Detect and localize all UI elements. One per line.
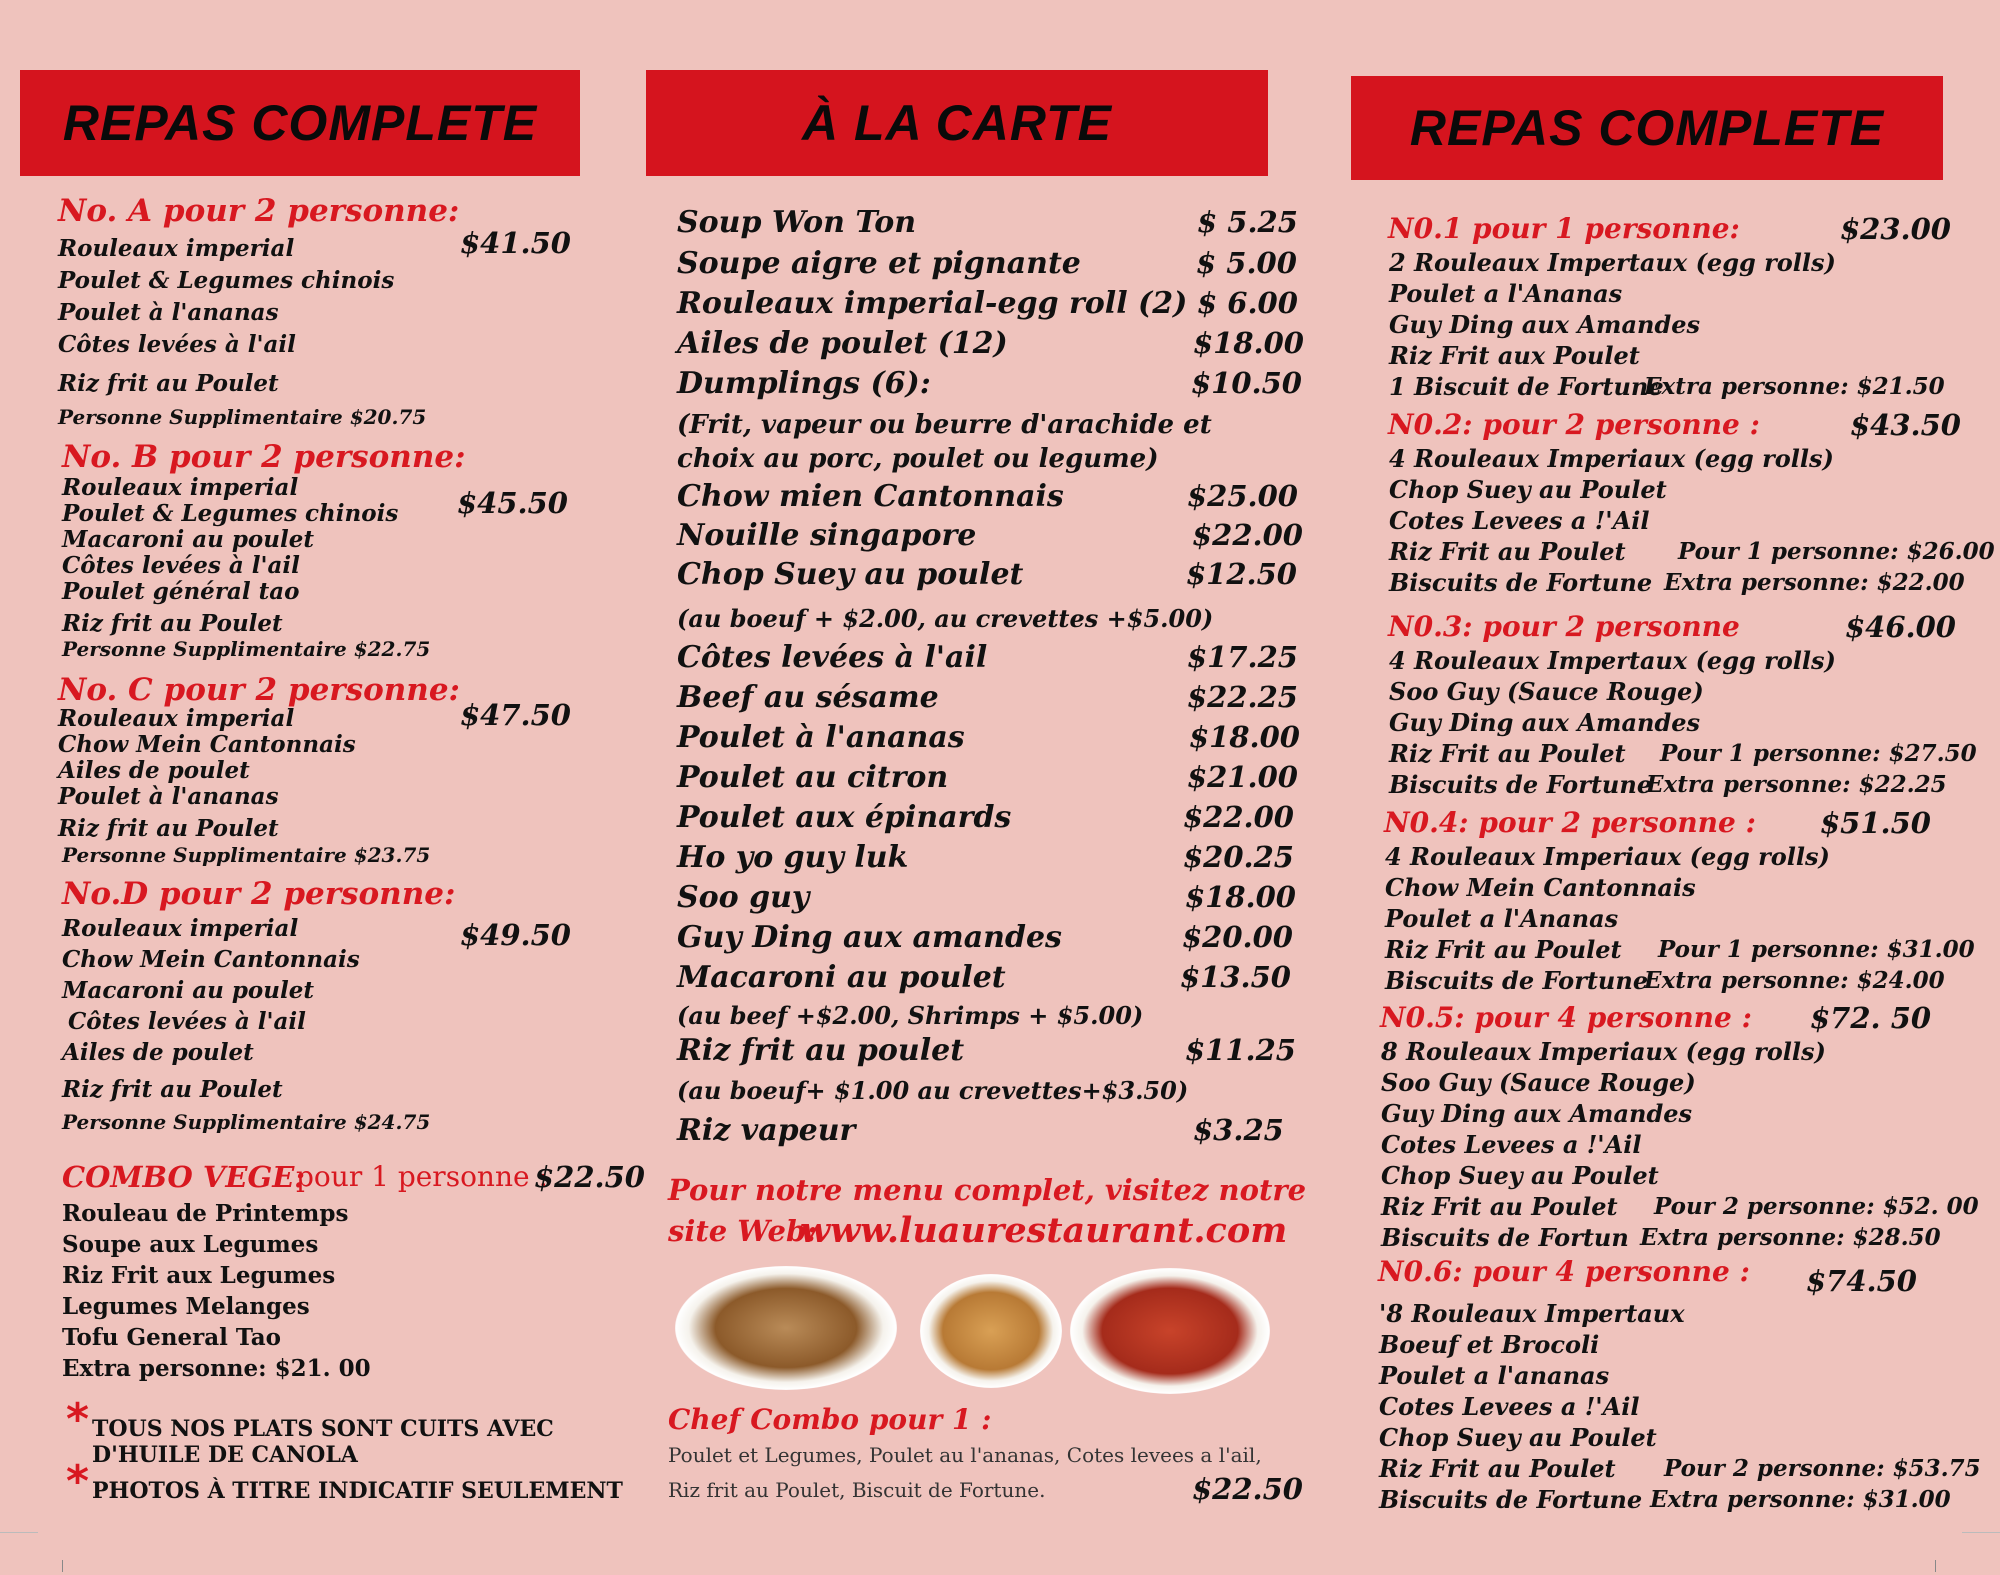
vege-item: Rouleau de Printemps bbox=[62, 1200, 349, 1227]
combo-extra: Pour 1 personne: $26.00 bbox=[1678, 538, 1995, 565]
menu-item-note: (Frit, vapeur ou beurre d'arachide et bbox=[677, 410, 1212, 440]
combo-d-item: Ailes de poulet bbox=[62, 1039, 254, 1066]
combo-d-item: Riz frit au Poulet bbox=[62, 1076, 283, 1103]
menu-item-name: Beef au sésame bbox=[677, 680, 939, 715]
combo-title: N0.2: pour 2 personne : bbox=[1388, 408, 1760, 441]
combo-item: Chop Suey au Poulet bbox=[1381, 1161, 1659, 1190]
menu-item-name: Guy Ding aux amandes bbox=[677, 920, 1062, 955]
middle-header-title: À LA CARTE bbox=[802, 95, 1112, 151]
right-header-title: REPAS COMPLETE bbox=[1409, 100, 1885, 156]
combo-item: Guy Ding aux Amandes bbox=[1389, 708, 1701, 737]
vege-title: COMBO VEGE: bbox=[62, 1160, 306, 1194]
vege-item: Riz Frit aux Legumes bbox=[62, 1262, 336, 1289]
combo-item: Cotes Levees a !'Ail bbox=[1379, 1392, 1640, 1421]
combo-a-title: No. A pour 2 personne: bbox=[58, 193, 460, 229]
combo-extra: Extra personne: $24.00 bbox=[1644, 967, 1945, 994]
website-link[interactable]: www.luaurestaurant.com bbox=[800, 1210, 1288, 1251]
menu-item-price: $ 5.00 bbox=[1196, 246, 1297, 280]
combo-price: $51.50 bbox=[1820, 806, 1931, 840]
chef-combo-title: Chef Combo pour 1 : bbox=[668, 1403, 992, 1436]
combo-a-item: Poulet à l'ananas bbox=[58, 299, 279, 326]
combo-c-title: No. C pour 2 personne: bbox=[58, 672, 461, 708]
menu-item-price: $17.25 bbox=[1187, 640, 1298, 674]
menu-item-price: $18.00 bbox=[1193, 326, 1304, 360]
asterisk-icon: * bbox=[66, 1394, 90, 1445]
combo-extra: Pour 1 personne: $31.00 bbox=[1658, 936, 1975, 963]
food-photo-chicken-vegetables bbox=[675, 1266, 897, 1390]
crop-mark bbox=[0, 1532, 38, 1533]
crop-mark bbox=[1935, 1560, 1936, 1572]
menu-item-price: $ 5.25 bbox=[1197, 205, 1298, 239]
right-header bbox=[1351, 76, 1943, 180]
combo-title: N0.1 pour 1 personne: bbox=[1388, 212, 1740, 245]
combo-item: Riz Frit au Poulet bbox=[1381, 1192, 1618, 1221]
website-prefix: site Web: bbox=[668, 1214, 817, 1248]
menu-item-name: Côtes levées à l'ail bbox=[677, 640, 988, 675]
middle-header bbox=[646, 70, 1268, 176]
combo-b-title: No. B pour 2 personne: bbox=[62, 439, 466, 475]
note-line: PHOTOS À TITRE INDICATIF SEULEMENT bbox=[92, 1478, 623, 1504]
menu-item-name: Ailes de poulet (12) bbox=[677, 326, 1008, 361]
combo-price: $43.50 bbox=[1850, 408, 1961, 442]
combo-item: Biscuits de Fortune bbox=[1389, 770, 1653, 799]
combo-extra: Extra personne: $22.00 bbox=[1664, 569, 1965, 596]
combo-title: N0.3: pour 2 personne bbox=[1388, 610, 1740, 643]
combo-item: Soo Guy (Sauce Rouge) bbox=[1389, 677, 1704, 706]
vege-price: $22.50 bbox=[534, 1160, 645, 1194]
chef-combo-line: Poulet et Legumes, Poulet au l'ananas, Cotes levees a l'ail, bbox=[668, 1443, 1262, 1467]
chef-combo-line: Riz frit au Poulet, Biscuit de Fortune. bbox=[668, 1478, 1046, 1502]
combo-d-item: Chow Mein Cantonnais bbox=[62, 946, 360, 973]
menu-item-name: Poulet aux épinards bbox=[677, 800, 1012, 835]
combo-item: Cotes Levees a !'Ail bbox=[1381, 1130, 1642, 1159]
combo-b-price: $45.50 bbox=[457, 486, 568, 520]
combo-extra: Extra personne: $21.50 bbox=[1644, 373, 1945, 400]
menu-item-name: Poulet à l'ananas bbox=[677, 720, 965, 755]
menu-item-price: $11.25 bbox=[1185, 1033, 1296, 1067]
combo-c-item: Riz frit au Poulet bbox=[58, 815, 279, 842]
combo-b-item: Rouleaux imperial bbox=[62, 474, 299, 501]
combo-title: N0.4: pour 2 personne : bbox=[1384, 806, 1756, 839]
combo-item: Guy Ding aux Amandes bbox=[1381, 1099, 1693, 1128]
combo-extra: Extra personne: $28.50 bbox=[1640, 1224, 1941, 1251]
menu-item-price: $22.00 bbox=[1183, 800, 1294, 834]
menu-item-price: $22.00 bbox=[1192, 518, 1303, 552]
vege-item: Extra personne: $21. 00 bbox=[62, 1355, 371, 1382]
crop-mark bbox=[1962, 1532, 2000, 1533]
combo-extra: Extra personne: $22.25 bbox=[1646, 771, 1947, 798]
combo-a-extra: Personne Supplimentaire $20.75 bbox=[58, 405, 427, 429]
combo-extra: Pour 2 personne: $52. 00 bbox=[1654, 1193, 1979, 1220]
combo-price: $46.00 bbox=[1845, 610, 1956, 644]
vege-item: Soupe aux Legumes bbox=[62, 1231, 319, 1258]
menu-item-price: $18.00 bbox=[1189, 720, 1300, 754]
menu-item-note: choix au porc, poulet ou legume) bbox=[677, 444, 1159, 474]
crop-mark bbox=[62, 1560, 63, 1572]
menu-item-name: Chop Suey au poulet bbox=[677, 557, 1024, 592]
combo-a-item: Rouleaux imperial bbox=[58, 235, 295, 262]
combo-b-extra: Personne Supplimentaire $22.75 bbox=[62, 637, 431, 661]
combo-d-price: $49.50 bbox=[460, 918, 571, 952]
note-line: TOUS NOS PLATS SONT CUITS AVEC bbox=[92, 1416, 554, 1442]
menu-item-name: Poulet au citron bbox=[677, 760, 949, 795]
menu-item-note: (au boeuf + $2.00, au crevettes +$5.00) bbox=[677, 604, 1214, 633]
combo-c-item: Ailes de poulet bbox=[58, 757, 250, 784]
menu-item-name: Riz frit au poulet bbox=[677, 1033, 965, 1068]
menu-item-name: Dumplings (6): bbox=[677, 366, 931, 401]
menu-item-price: $12.50 bbox=[1186, 557, 1297, 591]
menu-item-name: Ho yo guy luk bbox=[677, 840, 909, 875]
combo-d-extra: Personne Supplimentaire $24.75 bbox=[62, 1110, 431, 1134]
combo-item: '8 Rouleaux Impertaux bbox=[1379, 1299, 1685, 1328]
menu-item-name: Soup Won Ton bbox=[677, 205, 917, 240]
menu-item-price: $20.00 bbox=[1182, 920, 1293, 954]
combo-b-item: Macaroni au poulet bbox=[62, 526, 314, 553]
combo-c-extra: Personne Supplimentaire $23.75 bbox=[62, 843, 431, 867]
food-photo-sesame-chicken bbox=[1070, 1268, 1270, 1394]
menu-item-name: Soo guy bbox=[677, 880, 810, 915]
combo-item: Cotes Levees a !'Ail bbox=[1389, 506, 1650, 535]
combo-a-price: $41.50 bbox=[460, 226, 571, 260]
combo-item: 1 Biscuit de Fortune bbox=[1389, 372, 1664, 401]
combo-extra: Pour 1 personne: $27.50 bbox=[1660, 740, 1977, 767]
combo-item: Riz Frit au Poulet bbox=[1379, 1454, 1616, 1483]
combo-price: $74.50 bbox=[1806, 1264, 1917, 1298]
combo-item: 4 Rouleaux Imperiaux (egg rolls) bbox=[1385, 842, 1830, 871]
menu-item-name: Rouleaux imperial-egg roll (2) bbox=[677, 286, 1188, 321]
menu-item-name: Chow mien Cantonnais bbox=[677, 479, 1064, 514]
combo-item: Riz Frit au Poulet bbox=[1389, 537, 1626, 566]
combo-b-item: Riz frit au Poulet bbox=[62, 610, 283, 637]
combo-item: Riz Frit au Poulet bbox=[1385, 935, 1622, 964]
combo-b-item: Poulet & Legumes chinois bbox=[62, 500, 399, 527]
combo-item: Riz Frit aux Poulet bbox=[1389, 341, 1640, 370]
menu-item-name: Soupe aigre et pignante bbox=[677, 246, 1081, 281]
combo-item: Soo Guy (Sauce Rouge) bbox=[1381, 1068, 1696, 1097]
combo-item: Chop Suey au Poulet bbox=[1379, 1423, 1657, 1452]
combo-item: Chow Mein Cantonnais bbox=[1385, 873, 1696, 902]
combo-item: Riz Frit au Poulet bbox=[1389, 739, 1626, 768]
combo-c-item: Rouleaux imperial bbox=[58, 705, 295, 732]
combo-b-item: Poulet général tao bbox=[62, 578, 300, 605]
vege-subtitle: pour 1 personne : bbox=[296, 1160, 548, 1193]
note-line: D'HUILE DE CANOLA bbox=[92, 1442, 358, 1468]
food-photo-fried-chicken bbox=[920, 1274, 1062, 1388]
combo-item: Biscuits de Fortune bbox=[1389, 568, 1653, 597]
combo-item: Poulet a l'ananas bbox=[1379, 1361, 1610, 1390]
combo-d-item: Rouleaux imperial bbox=[62, 915, 299, 942]
menu-item-price: $20.25 bbox=[1183, 840, 1294, 874]
combo-item: Poulet a l'Ananas bbox=[1389, 279, 1623, 308]
menu-item-price: $10.50 bbox=[1191, 366, 1302, 400]
combo-item: Boeuf et Brocoli bbox=[1379, 1330, 1600, 1359]
asterisk-icon: * bbox=[66, 1456, 90, 1507]
menu-item-price: $22.25 bbox=[1187, 680, 1298, 714]
vege-item: Legumes Melanges bbox=[62, 1293, 310, 1320]
menu-item-name: Riz vapeur bbox=[677, 1113, 856, 1148]
combo-item: 4 Rouleaux Imperiaux (egg rolls) bbox=[1389, 444, 1834, 473]
combo-a-item: Riz frit au Poulet bbox=[58, 370, 279, 397]
combo-c-price: $47.50 bbox=[460, 698, 571, 732]
combo-title: N0.6: pour 4 personne : bbox=[1378, 1255, 1750, 1288]
combo-item: 8 Rouleaux Imperiaux (egg rolls) bbox=[1381, 1037, 1826, 1066]
combo-a-item: Poulet & Legumes chinois bbox=[58, 267, 395, 294]
combo-item: Biscuits de Fortun bbox=[1381, 1223, 1629, 1252]
combo-item: Biscuits de Fortune bbox=[1379, 1485, 1643, 1514]
combo-extra: Pour 2 personne: $53.75 bbox=[1664, 1455, 1981, 1482]
combo-item: Chop Suey au Poulet bbox=[1389, 475, 1667, 504]
chef-combo-price: $22.50 bbox=[1192, 1472, 1303, 1506]
combo-c-item: Poulet à l'ananas bbox=[58, 783, 279, 810]
menu-item-name: Macaroni au poulet bbox=[677, 960, 1006, 995]
menu-item-note: (au beef +$2.00, Shrimps + $5.00) bbox=[677, 1001, 1144, 1030]
left-header-title: REPAS COMPLETE bbox=[62, 95, 538, 151]
combo-item: Guy Ding aux Amandes bbox=[1389, 310, 1701, 339]
combo-item: 4 Rouleaux Impertaux (egg rolls) bbox=[1389, 646, 1836, 675]
combo-item: Poulet a l'Ananas bbox=[1385, 904, 1619, 933]
combo-title: N0.5: pour 4 personne : bbox=[1380, 1001, 1752, 1034]
menu-item-price: $18.00 bbox=[1185, 880, 1296, 914]
menu-item-price: $21.00 bbox=[1187, 760, 1298, 794]
menu-item-price: $13.50 bbox=[1180, 960, 1291, 994]
combo-price: $23.00 bbox=[1840, 212, 1951, 246]
website-line-1: Pour notre menu complet, visitez notre bbox=[668, 1173, 1307, 1207]
combo-item: Biscuits de Fortune bbox=[1385, 966, 1649, 995]
menu-item-price: $ 6.00 bbox=[1197, 286, 1298, 320]
combo-d-title: No.D pour 2 personne: bbox=[62, 876, 456, 912]
left-header bbox=[20, 70, 580, 176]
menu-item-price: $25.00 bbox=[1187, 479, 1298, 513]
combo-d-item: Côtes levées à l'ail bbox=[68, 1008, 306, 1035]
combo-price: $72. 50 bbox=[1810, 1001, 1932, 1035]
vege-item: Tofu General Tao bbox=[62, 1324, 281, 1351]
combo-c-item: Chow Mein Cantonnais bbox=[58, 731, 356, 758]
combo-a-item: Côtes levées à l'ail bbox=[58, 331, 296, 358]
combo-extra: Extra personne: $31.00 bbox=[1650, 1486, 1951, 1513]
combo-item: 2 Rouleaux Impertaux (egg rolls) bbox=[1389, 248, 1836, 277]
menu-item-note: (au boeuf+ $1.00 au crevettes+$3.50) bbox=[677, 1076, 1189, 1105]
menu-item-price: $3.25 bbox=[1193, 1113, 1284, 1147]
combo-d-item: Macaroni au poulet bbox=[62, 977, 314, 1004]
combo-b-item: Côtes levées à l'ail bbox=[62, 552, 300, 579]
menu-item-name: Nouille singapore bbox=[677, 518, 977, 553]
